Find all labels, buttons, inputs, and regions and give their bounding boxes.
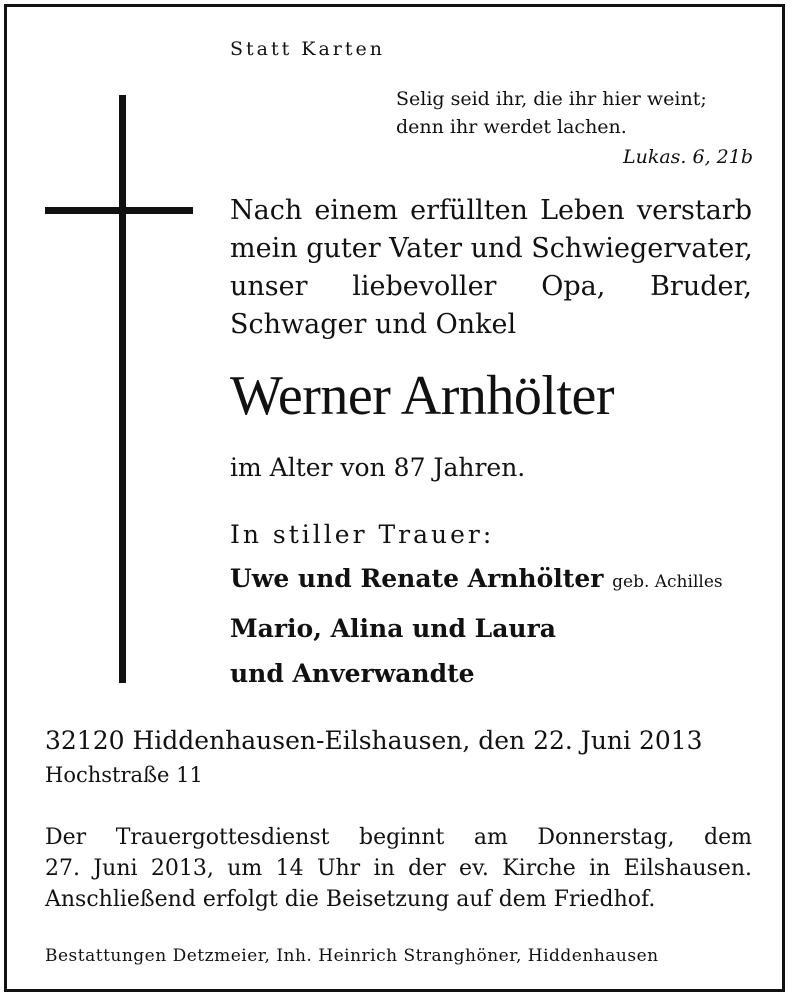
intro-line: unser liebevoller Opa, Bruder, (230, 271, 752, 302)
family-names: Uwe und Renate Arnhölter (230, 564, 604, 593)
verse-line-2: denn ihr werdet lachen. (396, 116, 627, 138)
funeral-home: Bestattungen Detzmeier, Inh. Heinrich Stranghöner, Hiddenhausen (45, 946, 659, 966)
cross-bar (45, 207, 193, 214)
family-line-2: Mario, Alina und Laura (230, 614, 556, 643)
verse-line-1: Selig seid ihr, die ihr hier weint; (396, 88, 707, 110)
age-text: im Alter von 87 Jahren. (230, 453, 526, 482)
service-line: Anschließend erfolgt die Beisetzung auf dem Friedhof. (45, 887, 656, 912)
verse-citation: Lukas. 6, 21b (622, 146, 753, 168)
intro-line: Schwager und Onkel (230, 309, 517, 340)
intro-line: mein guter Vater und Schwiegervater, (230, 233, 753, 264)
cross-icon (119, 95, 126, 683)
family-line-1 (230, 564, 723, 593)
place-date: 32120 Hiddenhausen-Eilshausen, den 22. Juni 2013 (45, 726, 703, 755)
mourning-heading: In stiller Trauer: (230, 520, 495, 549)
intro-text (230, 192, 752, 344)
intro-line: Nach einem erfüllten Leben verstarb (230, 195, 752, 226)
service-line: Der Trauergottesdienst beginnt am Donnerstag, dem (45, 825, 752, 850)
maiden-name: geb. Achilles (612, 572, 723, 592)
family-line-3: und Anverwandte (230, 659, 475, 688)
service-line: 27. Juni 2013, um 14 Uhr in der ev. Kirche in Eilshausen. (45, 856, 752, 881)
header-text: Statt Karten (230, 38, 386, 60)
street-address: Hochstraße 11 (45, 763, 203, 787)
service-text (45, 822, 752, 915)
deceased-name: Werner Arnhölter (230, 365, 614, 427)
